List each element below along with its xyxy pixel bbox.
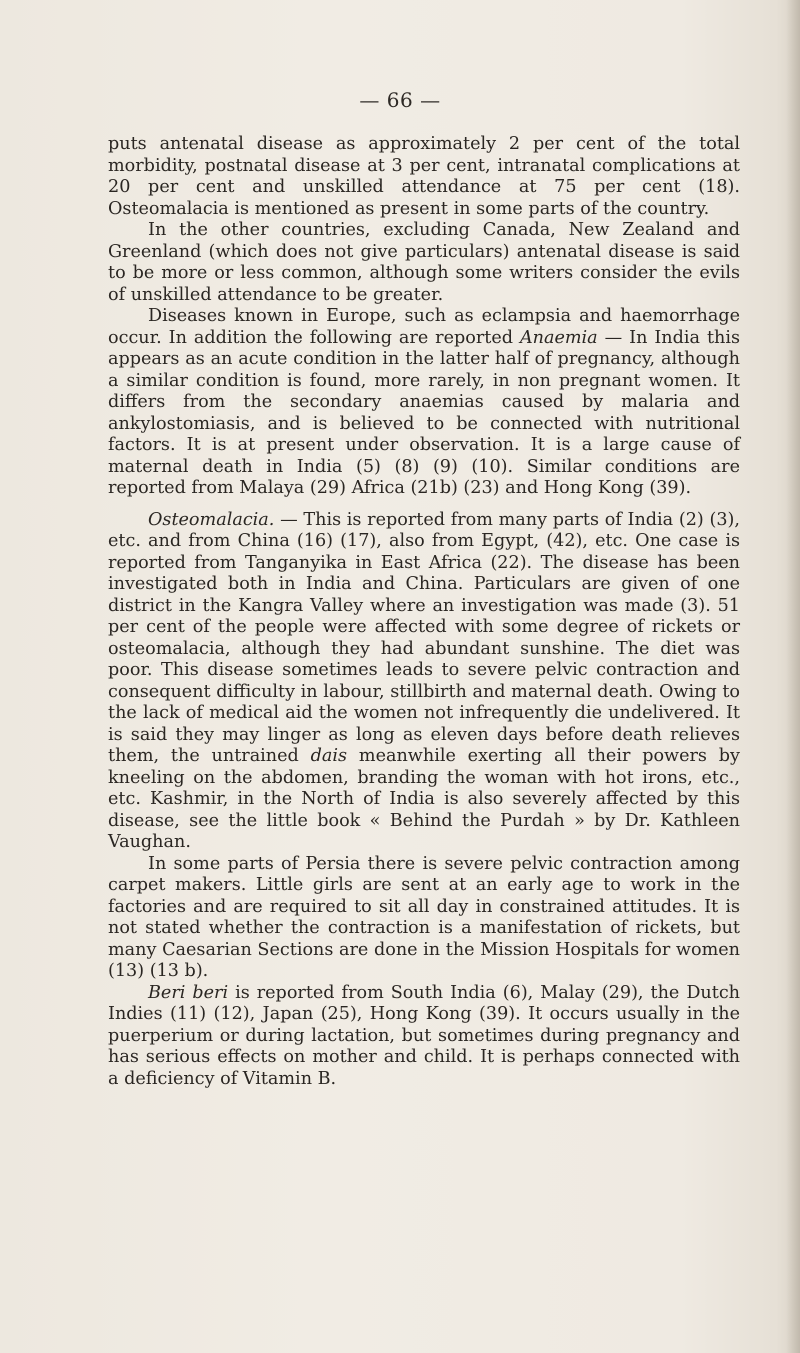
term-osteomalacia: Osteomalacia.: [148, 509, 275, 530]
paragraph-other-countries: [108, 220, 740, 306]
page-number: — 66 —: [359, 88, 441, 112]
term-dais: dais: [310, 746, 348, 766]
paragraph-continuation: [108, 134, 740, 220]
paragraph-anaemia: [108, 306, 740, 500]
paragraph-text: In the other countries, excluding Canada, New Zealand and Greenland (which does not give particulars) antenatal disease is said to be more or less common, although some writers consider the evils of unskilled attendance to be greater.: [108, 220, 740, 305]
term-beri-beri: Beri beri: [148, 982, 229, 1003]
paragraph-lead: Diseases known in Europe, such as eclampsia and haemorrhage occur. In addition the following are reported: [108, 306, 740, 348]
body-text: [108, 134, 740, 1090]
page-edge-shadow: [786, 0, 800, 1353]
paragraph-osteomalacia: [108, 510, 740, 854]
paragraph-beri-beri: [108, 983, 740, 1091]
term-anaemia: Anaemia: [519, 327, 598, 348]
paragraph-persia: [108, 854, 740, 983]
paragraph-text: In some parts of Persia there is severe pelvic contraction among carpet makers. Little girls are sent at an early age to work in the factories and are required to sit all day in constrained attitudes. It is not stated whether the contraction is a manifestation of rickets, but many Caesarian Sections are done in the Mission Hospitals for women (13) (13 b).: [108, 853, 740, 981]
paragraph-text: meanwhile exerting all their powers by kneeling on the abdomen, branding the woman with hot irons, etc., etc. Kashmir, in the North of India is also severely affected by this disease, see the little book « Behind the Purdah » by Dr. Kathleen Vaughan.: [108, 746, 740, 852]
paragraph-text: — This is reported from many parts of India (2) (3), etc. and from China (16) (17), also from Egypt, (42), etc. One case is reported from Tanganyika in East Africa (22). The disease has been investigated both in India and China. Particulars are given of one district in the Kangra Valley where an investigation was made (3). 51 per cent of the people were affected with some degree of rickets or osteomalacia, although they had abundant sunshine. The diet was poor. This disease sometimes leads to severe pelvic contraction and consequent difficulty in labour, stillbirth and maternal death. Owing to the lack of medical aid the women not infrequently die undelivered. It is said they may linger as long as eleven days before death relieves them, the untrained: [108, 509, 740, 766]
paragraph-text: is reported from South India (6), Malay (29), the Dutch Indies (11) (12), Japan (25), Hong Kong (39). It occurs usually in the puerperium or during lactation, but sometimes during pregnancy and has serious effects on mother and child. It is perhaps connected with a deficiency of Vitamin B.: [108, 982, 741, 1089]
paragraph-text: puts antenatal disease as approximately 2 per cent of the total morbidity, postnatal disease at 3 per cent, intranatal complications at 20 per cent and unskilled attendance at 75 per cent (18). Osteomalacia is mentioned as present in some parts of the country.: [108, 134, 740, 219]
paragraph-text: — In India this appears as an acute condition in the latter half of pregnancy, although a similar condition is found, more rarely, in non pregnant women. It differs from the secondary anaemias caused by malaria and ankylostomiasis, and is believed to be connected with nutritional factors. It is at present under observation. It is a large cause of maternal death in India (5) (8) (9) (10). Similar conditions are reported from Malaya (29) Africa (21b) (23) and Hong Kong (39).: [108, 327, 740, 498]
